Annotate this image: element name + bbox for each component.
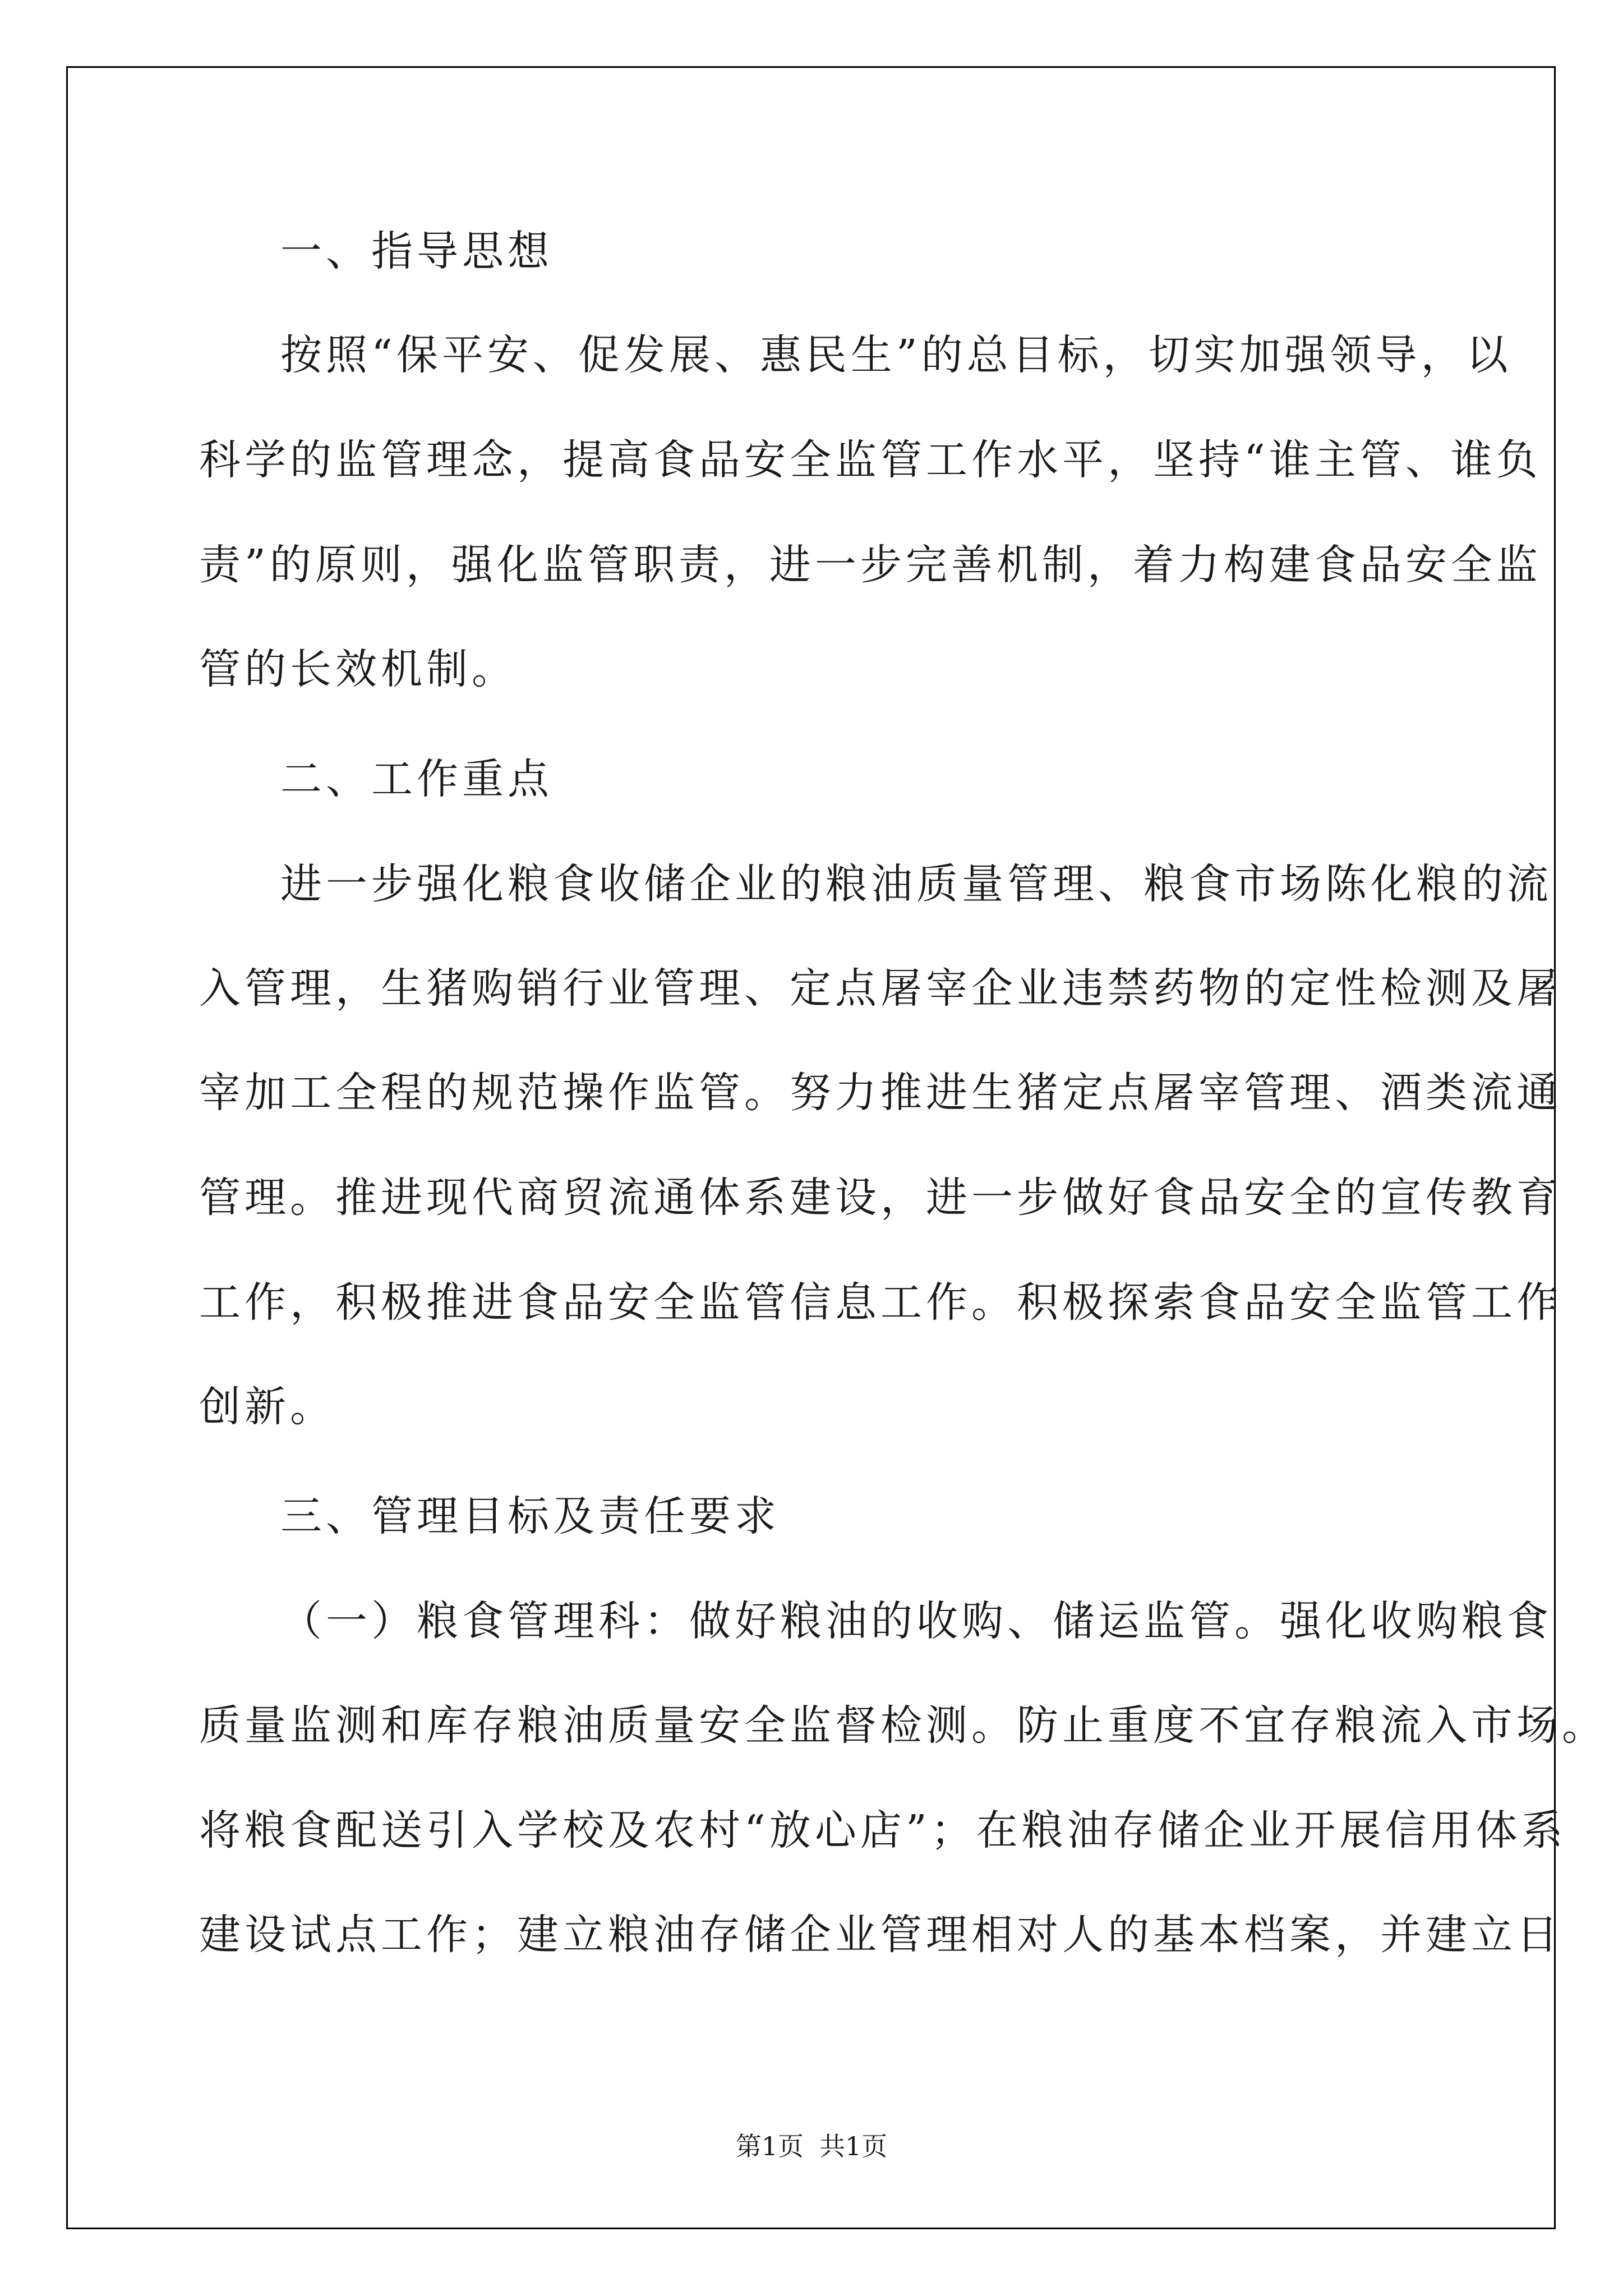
paragraph-line: 入管理，生猪购销行业管理、定点屠宰企业违禁药物的定性检测及屠 <box>199 964 1562 1013</box>
paragraph-line: 科学的监管理念，提高食品安全监管工作水平，坚持“谁主管、谁负 <box>199 436 1542 484</box>
page-footer <box>0 2129 1623 2163</box>
paragraph-line: 工作，积极推进食品安全监管信息工作。积极探索食品安全监管工作 <box>199 1278 1562 1327</box>
heading-work-focus: 二、工作重点 <box>280 755 553 803</box>
heading-management-goals: 三、管理目标及责任要求 <box>280 1492 780 1540</box>
paragraph-line: 管的长效机制。 <box>199 645 517 693</box>
paragraph-line: 质量监测和库存粮油质量安全监督检测。防止重度不宜存粮流入市场。 <box>199 1701 1607 1750</box>
total-pages: 共1页 <box>819 2131 888 2161</box>
paragraph-line: 按照“保平安、促发展、惠民生”的总目标，切实加强领导，以 <box>280 331 1512 379</box>
paragraph-line: 宰加工全程的规范操作监管。努力推进生猪定点屠宰管理、酒类流通 <box>199 1069 1562 1117</box>
page-number: 第1页 <box>735 2131 804 2161</box>
page-border <box>66 66 1556 2229</box>
paragraph-line: （一）粮食管理科：做好粮油的收购、储运监管。强化收购粮食 <box>280 1597 1552 1645</box>
paragraph-line: 管理。推进现代商贸流通体系建设，进一步做好食品安全的宣传教育 <box>199 1174 1562 1222</box>
paragraph-line: 创新。 <box>199 1383 335 1431</box>
paragraph-line: 责”的原则，强化监管职责，进一步完善机制，着力构建食品安全监 <box>199 541 1542 589</box>
paragraph-line: 进一步强化粮食收储企业的粮油质量管理、粮食市场陈化粮的流 <box>280 860 1552 908</box>
paragraph-line: 建设试点工作；建立粮油存储企业管理相对人的基本档案，并建立日 <box>199 1911 1562 1959</box>
heading-guiding-ideology: 一、指导思想 <box>280 227 553 275</box>
paragraph-line: 将粮食配送引入学校及农村“放心店”；在粮油存储企业开展信用体系 <box>199 1806 1567 1855</box>
